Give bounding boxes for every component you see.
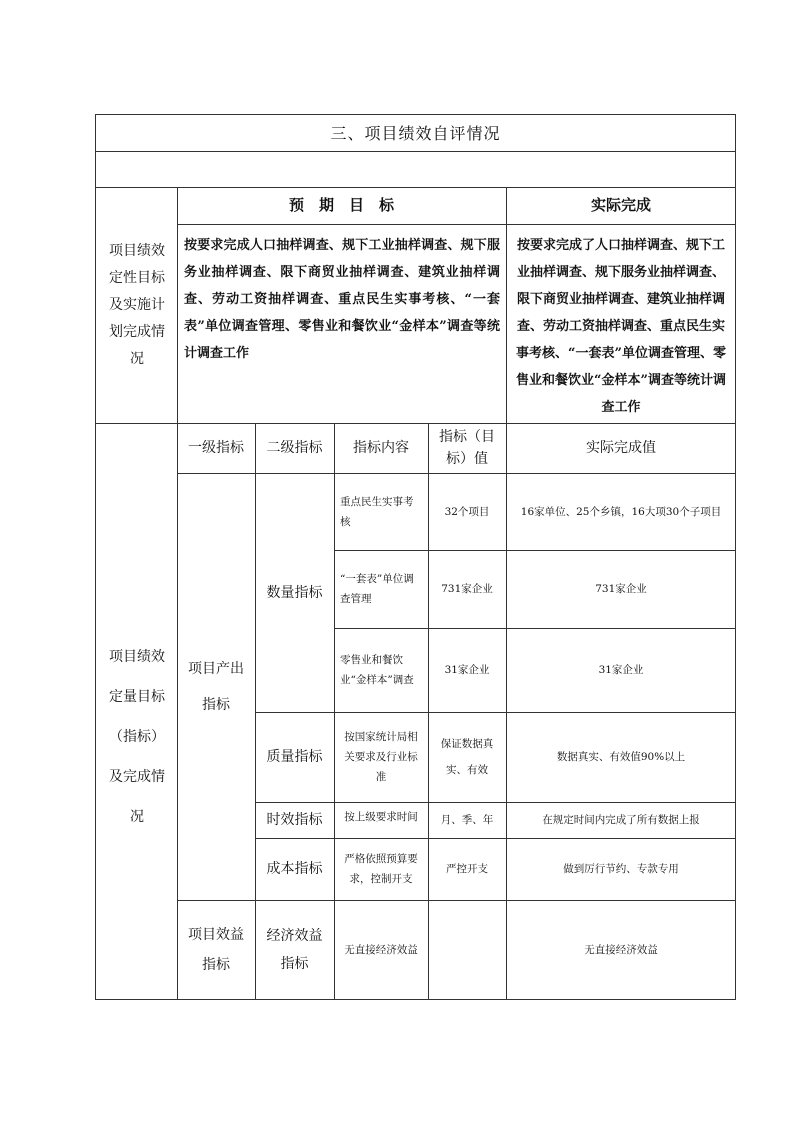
table-row-5-target: 月、季、年	[440, 814, 494, 826]
level2-cost: 成本指标	[266, 861, 323, 877]
table-row-7-target	[428, 900, 506, 1000]
qualitative-row-label: 项目绩效定性目标及实施计划完成情况	[109, 242, 165, 367]
table-row-7-actual: 无直接经济效益	[584, 944, 658, 956]
header-actual: 实际完成值	[586, 440, 656, 456]
level1-benefit: 项目效益指标	[188, 927, 244, 973]
table-row-4-content: 按国家统计局相关要求及行业标准	[344, 731, 418, 783]
level2-quantity: 数量指标	[266, 584, 323, 601]
table-row-4-target: 保证数据真实、有效	[440, 738, 494, 776]
level2-timeliness: 时效指标	[266, 812, 323, 828]
table-row-2-actual: 731家企业	[595, 583, 647, 595]
actual-completion-text: 按要求完成了人口抽样调查、规下工业抽样调查、规下服务业抽样调查、限下商贸业抽样调查、建筑业抽样调查、劳动工资抽样调查、重点民生实事考核、“一套表”单位调查管理、零售业和餐饮业“金样本”调查等统计调查工作	[516, 238, 726, 415]
actual-completion-header: 实际完成	[590, 196, 651, 214]
header-level1: 一级指标	[188, 440, 244, 456]
table-row-5-actual: 在规定时间内完成了所有数据上报	[542, 814, 700, 826]
table-row-3-target: 31家企业	[444, 664, 490, 676]
table-row-1-target: 32个项目	[444, 505, 490, 518]
table-row-6-content: 严格依照预算要求，控制开支	[344, 853, 418, 885]
table-row-1-actual: 16家单位、25个乡镇，16大项30个子项目	[520, 505, 722, 518]
table-row-3-actual: 31家企业	[598, 664, 644, 676]
level1-output: 项目产出指标	[188, 660, 244, 713]
header-target: 指标（目标）值	[439, 429, 495, 467]
table-row-7-content: 无直接经济效益	[344, 944, 418, 956]
level2-quality: 质量指标	[266, 749, 323, 765]
table-row-5-content: 按上级要求时间	[344, 811, 418, 823]
expected-goal-header: 预 期 目 标	[288, 196, 394, 214]
table-row-6-target: 严控开支	[446, 863, 488, 875]
table-row-2-target: 731家企业	[441, 583, 493, 595]
section-title: 三、项目绩效自评情况	[330, 124, 501, 143]
table-row-4-actual: 数据真实、有效值90%以上	[556, 751, 686, 763]
table-row-1-content: 重点民生实事考核	[340, 495, 414, 528]
expected-goal-text: 按要求完成人口抽样调查、规下工业抽样调查、规下服务业抽样调查、限下商贸业抽样调查、建筑业抽样调查、劳动工资抽样调查、重点民生实事考核、“一套表”单位调查管理、零售业和餐饮业“金样本”调查等统计调查工作	[184, 238, 500, 361]
header-content: 指标内容	[353, 440, 409, 456]
quantitative-row-label: 项目绩效定量目标（指标）及完成情况	[109, 648, 165, 825]
table-row-6-actual: 做到厉行节约、专款专用	[563, 863, 679, 875]
table-row-3-content: 零售业和餐饮业“金样本”调查	[340, 654, 414, 686]
header-level2: 二级指标	[266, 440, 323, 456]
level2-economic: 经济效益指标	[266, 928, 323, 972]
table-row-2-content: “一套表”单位调查管理	[340, 573, 414, 605]
